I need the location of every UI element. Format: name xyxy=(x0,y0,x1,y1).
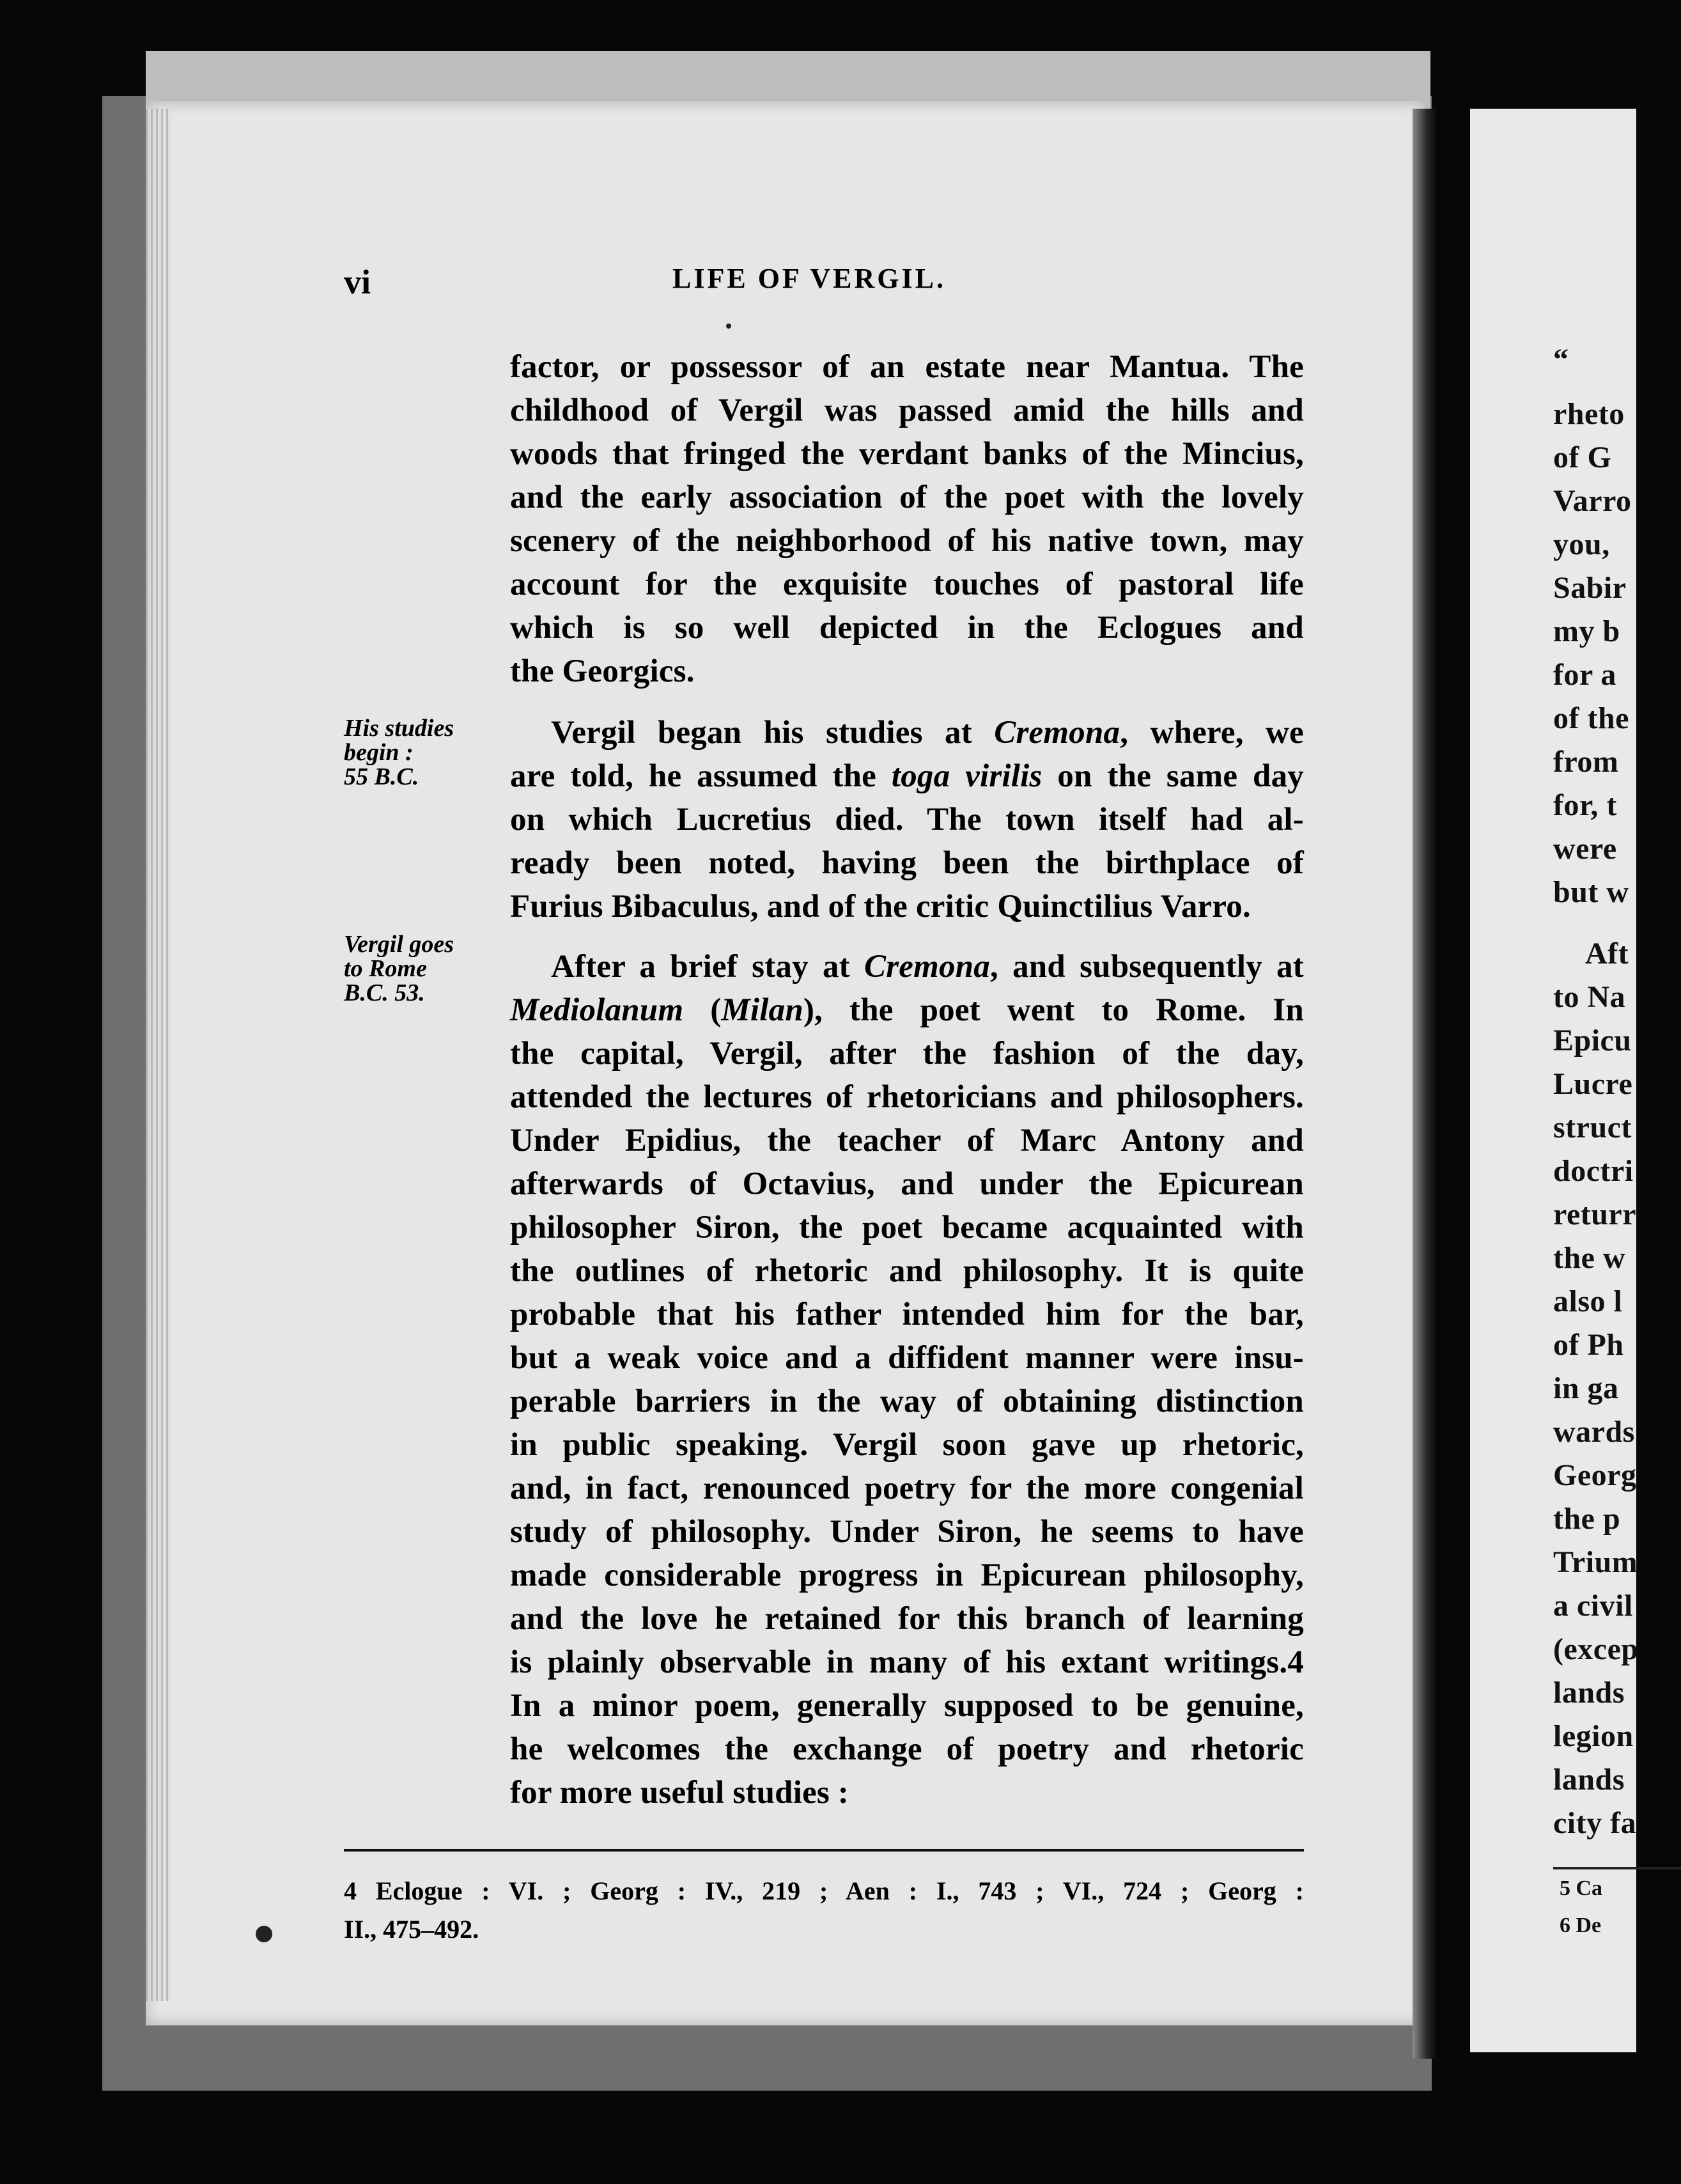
facing-page-line: Varro xyxy=(1553,484,1632,518)
body-line: the Georgics. xyxy=(510,653,695,689)
facing-page-line: Georg xyxy=(1553,1458,1637,1492)
body-line: are told, he assumed the toga virilis on the same day xyxy=(510,758,1304,794)
body-line: afterwards of Octavius, and under the Epicurean xyxy=(510,1166,1304,1202)
body-line: and the early association of the poet with the lovely xyxy=(510,480,1304,515)
facing-page-line: wards xyxy=(1553,1415,1635,1449)
facing-page-line: my b xyxy=(1553,614,1620,648)
sidenote-studies xyxy=(344,716,497,789)
facing-page-line: to Na xyxy=(1553,980,1626,1014)
facing-page-line: Epicu xyxy=(1553,1024,1632,1057)
body-line: scenery of the neighborhood of his native town, may xyxy=(510,523,1304,559)
sidenote-line: Vergil goes xyxy=(344,931,454,958)
footnote-line: 4 Eclogue : VI. ; Georg : IV., 219 ; Aen : I., 743 ; VI., 724 ; Georg : xyxy=(344,1876,1304,1905)
body-line: and the love he retained for this branch of learning xyxy=(510,1601,1304,1637)
facing-page-line: Sabir xyxy=(1553,571,1627,605)
facing-page-line: lands xyxy=(1553,1763,1625,1797)
body-line: is plainly observable in many of his extant writings.4 xyxy=(510,1644,1304,1680)
body-line: but a weak voice and a diffident manner were insu- xyxy=(510,1340,1304,1376)
facing-page-line: of the xyxy=(1553,701,1629,735)
body-line: attended the lectures of rhetoricians and philosophers. xyxy=(510,1079,1304,1115)
body-line: which is so well depicted in the Eclogues and xyxy=(510,610,1304,646)
body-line: philosopher Siron, the poet became acquainted with xyxy=(510,1210,1304,1245)
facing-page-line: were xyxy=(1553,832,1617,866)
body-line: Mediolanum (Milan), the poet went to Rome. In xyxy=(510,992,1304,1028)
body-line: probable that his father intended him for the bar, xyxy=(510,1297,1304,1332)
sidenote-line: begin : xyxy=(344,739,414,766)
page-edge-stack xyxy=(146,109,171,2001)
facing-page xyxy=(1470,109,1639,2052)
facing-page-line: Trium xyxy=(1553,1545,1638,1579)
ink-spot xyxy=(726,324,731,329)
body-line: account for the exquisite touches of pastoral life xyxy=(510,566,1304,602)
facing-page-line: in ga xyxy=(1553,1371,1619,1405)
ink-spot xyxy=(256,1926,272,1942)
page-top-edge xyxy=(146,51,1430,109)
body-line: perable barriers in the way of obtaining distinction xyxy=(510,1384,1304,1419)
book-gutter xyxy=(1413,109,1439,2059)
facing-page-line: a civil xyxy=(1553,1589,1633,1623)
body-line: for more useful studies : xyxy=(510,1775,849,1811)
body-line: Under Epidius, the teacher of Marc Antony and xyxy=(510,1123,1304,1158)
facing-page-line: struct xyxy=(1553,1111,1632,1144)
body-line: the capital, Vergil, after the fashion of the day, xyxy=(510,1036,1304,1072)
facing-page-line: of Ph xyxy=(1553,1328,1624,1362)
facing-page-line: from xyxy=(1553,745,1619,779)
facing-page-line: “ xyxy=(1553,343,1569,377)
page-folio: vi xyxy=(344,263,371,301)
body-line: on which Lucretius died. The town itself had al- xyxy=(510,802,1304,838)
facing-page-line: the w xyxy=(1553,1241,1626,1275)
facing-page-line: the p xyxy=(1553,1502,1621,1536)
body-line: Vergil began his studies at Cremona, where, we xyxy=(551,715,1304,751)
facing-page-line: city fa xyxy=(1553,1806,1637,1840)
running-title: LIFE OF VERGIL. xyxy=(672,263,946,294)
facing-page-line: (excep xyxy=(1553,1632,1639,1666)
body-line: in public speaking. Vergil soon gave up rhetoric, xyxy=(510,1427,1304,1463)
facing-footnote-rule xyxy=(1553,1867,1681,1869)
body-line: In a minor poem, generally supposed to be genuine, xyxy=(510,1688,1304,1724)
facing-footnote: 5 Ca xyxy=(1560,1876,1603,1900)
body-line: After a brief stay at Cremona, and subsequently at xyxy=(551,949,1304,985)
sidenote-line: His studies xyxy=(344,715,454,742)
body-line: he welcomes the exchange of poetry and rhetoric xyxy=(510,1731,1304,1767)
footnote-line: II., 475–492. xyxy=(344,1915,479,1944)
facing-page-line: for, t xyxy=(1553,788,1617,822)
facing-page-line: of G xyxy=(1553,441,1612,474)
sidenote-rome xyxy=(344,932,497,1005)
facing-page-line: for a xyxy=(1553,658,1616,692)
facing-page-line: you, xyxy=(1553,527,1610,561)
facing-page-line: also l xyxy=(1553,1284,1623,1318)
facing-page-line: Lucre xyxy=(1553,1067,1633,1101)
sidenote-line: to Rome xyxy=(344,955,427,982)
body-line: study of philosophy. Under Siron, he seems to have xyxy=(510,1514,1304,1550)
facing-page-line: doctri xyxy=(1553,1154,1634,1188)
body-line: the outlines of rhetoric and philosophy. It is quite xyxy=(510,1253,1304,1289)
facing-page-line: lands xyxy=(1553,1676,1625,1710)
body-line: woods that fringed the verdant banks of the Mincius, xyxy=(510,436,1304,472)
body-line: and, in fact, renounced poetry for the more congenial xyxy=(510,1470,1304,1506)
body-line: Furius Bibaculus, and of the critic Quinctilius Varro. xyxy=(510,889,1251,924)
body-line: ready been noted, having been the birthplace of xyxy=(510,845,1304,881)
facing-page-line: Aft xyxy=(1585,937,1629,971)
body-line: childhood of Vergil was passed amid the hills and xyxy=(510,393,1304,428)
facing-page-line: returr xyxy=(1553,1197,1637,1231)
sidenote-line: B.C. 53. xyxy=(344,979,425,1006)
facing-page-line: but w xyxy=(1553,875,1629,909)
body-line: made considerable progress in Epicurean philosophy, xyxy=(510,1557,1304,1593)
facing-page-line: legion xyxy=(1553,1719,1634,1753)
footnote-rule xyxy=(344,1849,1304,1852)
body-line: factor, or possessor of an estate near Mantua. The xyxy=(510,349,1304,385)
facing-footnote: 6 De xyxy=(1560,1914,1602,1937)
sidenote-line: 55 B.C. xyxy=(344,763,419,790)
facing-page-line: rheto xyxy=(1553,397,1625,431)
